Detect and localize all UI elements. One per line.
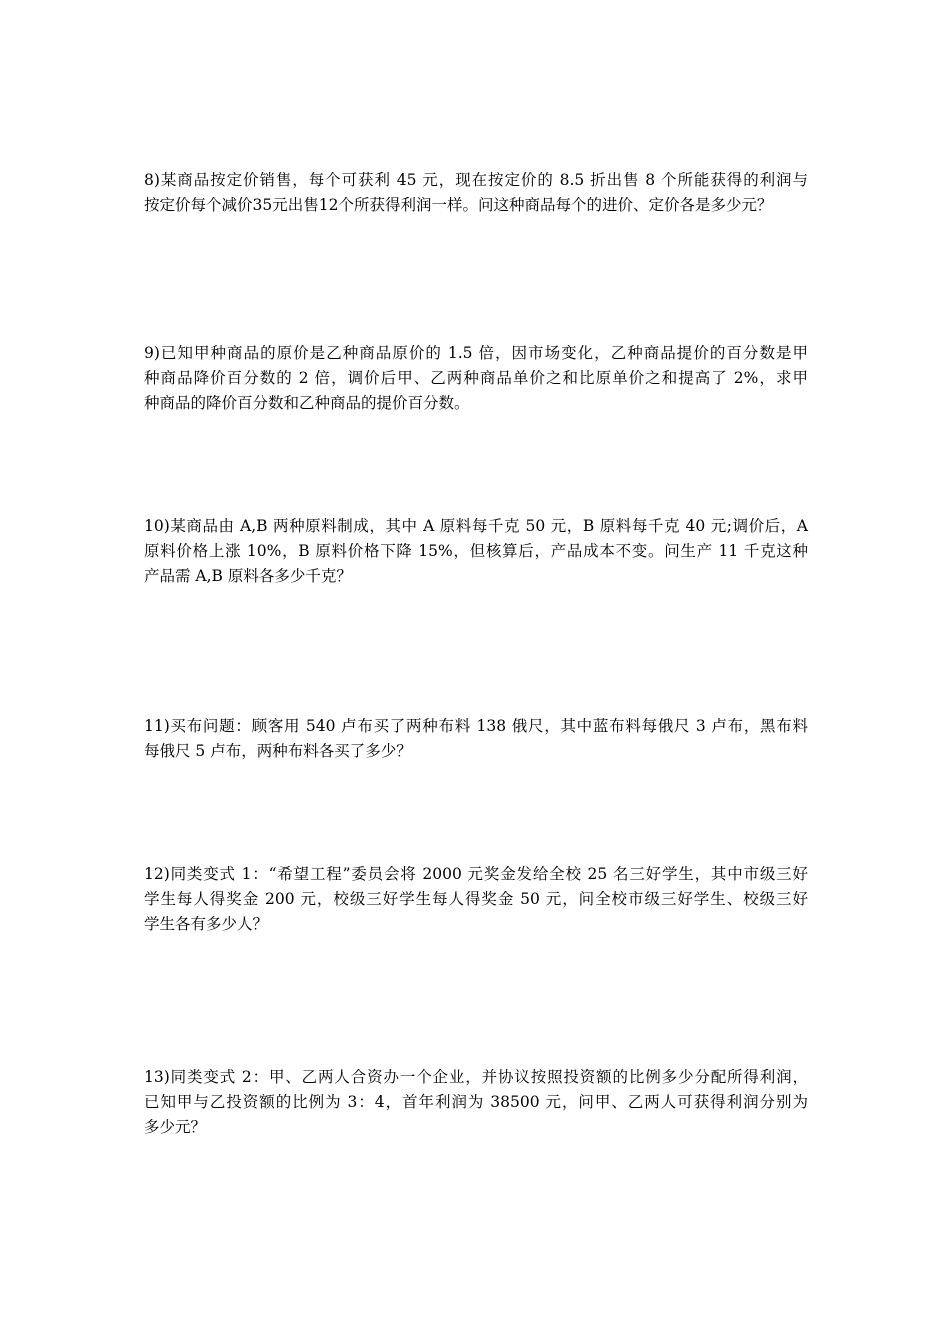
problem-12-line-3: 学生各有多少人？ xyxy=(144,915,269,933)
problem-8 xyxy=(144,168,808,218)
problem-10-line-1: 10)某商品由 A,B 两种原料制成，其中 A 原料每千克 50 元，B 原料每千克 40 元;调价后，A xyxy=(144,517,808,535)
problem-13-line-2: 已知甲与乙投资额的比例为 3：4，首年利润为 38500 元，问甲、乙两人可获得利润分别为 xyxy=(144,1093,808,1111)
problem-12-line-1: 12)同类变式 1：“希望工程”委员会将 2000 元奖金发给全校 25 名三好学生，其中市级三好 xyxy=(144,865,808,883)
problem-11-line-2: 每俄尺 5 卢布，两种布料各买了多少？ xyxy=(144,742,412,760)
problem-11 xyxy=(144,714,808,764)
problem-9-line-1: 9)已知甲种商品的原价是乙种商品原价的 1.5 倍，因市场变化，乙种商品提价的百分数是甲 xyxy=(144,344,808,362)
problem-13-line-3: 多少元？ xyxy=(144,1118,207,1136)
problem-9-line-2: 种商品降价百分数的 2 倍，调价后甲、乙两种商品单价之和比原单价之和提高了 2%，求甲 xyxy=(144,369,808,387)
problem-9 xyxy=(144,341,808,416)
problem-13-line-1: 13)同类变式 2：甲、乙两人合资办一个企业，并协议按照投资额的比例多少分配所得利润， xyxy=(144,1068,808,1086)
problem-8-line-1: 8)某商品按定价销售，每个可获利 45 元，现在按定价的 8.5 折出售 8 个所能获得的利润与 xyxy=(144,171,808,189)
problem-13 xyxy=(144,1065,808,1140)
problem-10-line-3: 产品需 A,B 原料各多少千克？ xyxy=(144,567,352,585)
problem-8-line-2: 按定价每个减价35元出售12个所获得利润一样。问这种商品每个的进价、定价各是多少元？ xyxy=(144,196,773,214)
problem-12 xyxy=(144,862,808,937)
problem-10 xyxy=(144,514,808,589)
problem-9-line-3: 种商品的降价百分数和乙种商品的提价百分数。 xyxy=(144,394,470,412)
problem-12-line-2: 学生每人得奖金 200 元，校级三好学生每人得奖金 50 元，问全校市级三好学生、校级三好 xyxy=(144,890,808,908)
problem-11-line-1: 11)买布问题：顾客用 540 卢布买了两种布料 138 俄尺，其中蓝布料每俄尺 3 卢布，黑布料 xyxy=(144,717,808,735)
problem-10-line-2: 原料价格上涨 10%，B 原料价格下降 15%，但核算后，产品成本不变。问生产 11 千克这种 xyxy=(144,542,808,560)
